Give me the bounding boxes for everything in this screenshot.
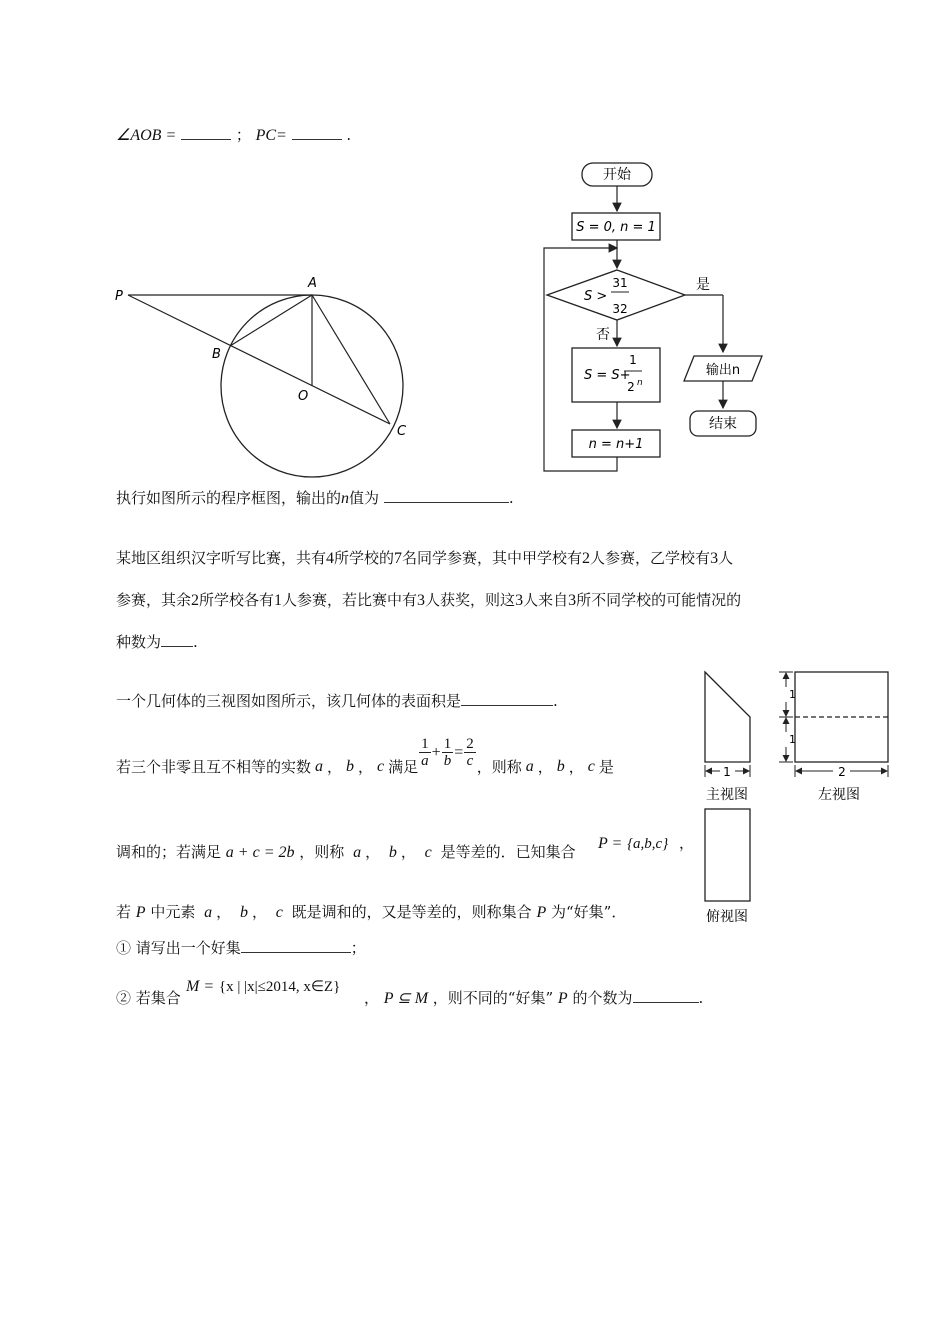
text: 种数为 [116, 633, 162, 651]
end-label: 结束 [709, 416, 737, 432]
comma: ， [537, 757, 553, 776]
text: 是 [598, 757, 614, 776]
num: 3 [710, 550, 719, 567]
text: 人获奖，则这 [425, 591, 516, 609]
blank-q2[interactable] [161, 632, 193, 647]
q1-text-post: 值为 [349, 489, 380, 507]
frac-den: c [466, 753, 474, 769]
frac-den: a [421, 753, 429, 769]
set-m-label: M = [186, 978, 215, 995]
separator: ； [235, 126, 251, 144]
dim-left-lower: 1 [789, 733, 796, 746]
frac-den: b [443, 753, 452, 769]
harmonic-equation [418, 736, 477, 769]
point-c-label: C [397, 424, 407, 439]
comma: ， [216, 903, 232, 921]
no-label: 否 [596, 327, 610, 343]
cond-left: S > [584, 289, 608, 304]
var-p: P [536, 904, 547, 921]
blank-q3[interactable] [461, 691, 553, 706]
var-c: c [275, 904, 283, 921]
var-c: c [377, 757, 385, 775]
num: 3 [568, 592, 577, 609]
point-p-label: P [115, 289, 123, 304]
var-b: b [388, 844, 397, 861]
text: 既是调和的，又是等差的，则称集合 [291, 903, 532, 921]
text: 满足 [388, 757, 419, 776]
text: 人参赛，乙学校有 [590, 549, 711, 567]
var-b: b [346, 757, 355, 775]
text: 所不同学校的可能情况的 [576, 591, 742, 609]
text: 是等差的．已知集合 [440, 843, 576, 861]
period: . [698, 989, 704, 1007]
init-label: S = 0, n = 1 [576, 220, 656, 235]
text: 人参赛，若比赛中有 [282, 591, 418, 609]
question-good-set-line2 [116, 842, 576, 863]
arith-equation: a + c = 2b [225, 844, 295, 861]
dim-front: 1 [723, 765, 731, 779]
yes-label: 是 [696, 277, 710, 293]
top-view-label: 俯视图 [706, 909, 748, 925]
front-view-label: 主视图 [706, 787, 748, 803]
var-p: P [557, 990, 568, 1007]
start-label: 开始 [603, 167, 631, 183]
top-view [705, 809, 750, 901]
semicolon: ； [350, 939, 366, 957]
text: 参赛，其余 [116, 591, 192, 609]
text: ① 请写出一个好集 [116, 939, 241, 957]
q3-text: 一个几何体的三视图如图所示，该几何体的表面积是 [116, 692, 462, 710]
point-o-label: O [298, 389, 309, 404]
question-competition-line2 [116, 590, 741, 611]
period: . [553, 692, 558, 710]
var-b: b [556, 757, 565, 775]
increment-label: n = n+1 [588, 437, 644, 452]
circle-geometry-figure [110, 270, 420, 480]
text: ② 若集合 [116, 989, 181, 1007]
comma: ， [568, 757, 584, 776]
text: 调和的；若满足 [116, 843, 222, 861]
blank-q1[interactable] [384, 488, 509, 503]
comma: ， [364, 989, 380, 1007]
update-left: S = S+ [584, 368, 631, 383]
var-a: a [315, 757, 324, 775]
var-a: a [204, 904, 213, 921]
var-p: P [135, 904, 146, 921]
point-b-label: B [212, 347, 221, 362]
text: 所学校的 [334, 549, 395, 567]
question-flowchart [116, 488, 514, 509]
left-view [795, 672, 888, 762]
three-views-figure [695, 662, 905, 930]
output-label: 输出n [705, 363, 741, 378]
dim-left-width: 2 [838, 765, 846, 779]
comma: ， [365, 843, 381, 861]
blank-sub1[interactable] [241, 938, 351, 953]
period: . [193, 633, 198, 651]
comma: ， [251, 903, 267, 921]
question-good-set-sub2 [116, 988, 181, 1008]
num: 3 [515, 592, 524, 609]
angle-label: ∠AOB = [116, 127, 177, 144]
num: 7 [394, 550, 403, 567]
set-m-body: {x | |x|≤2014, x∈Z} [218, 979, 341, 995]
subset-relation: P ⊆ M [383, 990, 429, 1007]
pc-label: PC= [255, 127, 287, 144]
text: 的个数为 [572, 989, 633, 1007]
set-m-definition [186, 976, 340, 997]
point-a-label: A [308, 276, 317, 291]
text: 人 [718, 549, 734, 567]
text: 名同学参赛，其中甲学校有 [402, 549, 583, 567]
question-competition-line3 [116, 632, 198, 652]
var-a: a [525, 757, 534, 775]
comma: ， [327, 757, 343, 776]
question-good-set-sub1 [116, 938, 366, 958]
cond-den: 32 [612, 302, 628, 316]
blank-sub2[interactable] [633, 988, 699, 1003]
plus: + [431, 743, 441, 761]
text: 若三个非零且互不相等的实数 [116, 757, 312, 776]
question-good-set-sub2-rest [364, 988, 703, 1009]
q1-text: 执行如图所示的程序框图，输出的 [116, 489, 342, 507]
cond-num: 31 [612, 276, 628, 290]
frac-num: 2 [466, 736, 474, 752]
frac-num: 1 [421, 736, 429, 752]
comma: ， [400, 843, 416, 861]
text: 所学校各有 [199, 591, 275, 609]
equals: = [454, 743, 464, 761]
text: ，则称 [476, 757, 522, 776]
text: 某地区组织汉字听写比赛，共有 [116, 549, 327, 567]
blank-pc[interactable] [292, 125, 342, 140]
var-a: a [353, 844, 362, 861]
text: 为“好集”． [551, 903, 627, 921]
text: ，则称 [299, 843, 345, 861]
update-num: 1 [629, 353, 637, 367]
num: 2 [582, 550, 591, 567]
question-good-set-line3 [116, 902, 626, 923]
flowchart [538, 158, 773, 476]
num: 3 [417, 592, 426, 609]
update-den: 2 [627, 380, 635, 394]
update-exp: n [637, 378, 643, 388]
text: 人来自 [523, 591, 569, 609]
var-c: c [424, 844, 432, 861]
period: . [508, 489, 514, 507]
question-three-views [116, 691, 558, 711]
text: 若 [116, 903, 132, 921]
front-view [705, 672, 750, 762]
set-p-body: {a,b,c} [627, 836, 669, 852]
comma: ， [679, 834, 695, 852]
comma: ， [358, 757, 374, 776]
num: 4 [326, 550, 335, 567]
period: . [346, 126, 352, 144]
question-good-set-line1 [116, 736, 614, 783]
num: 2 [191, 592, 200, 609]
set-p-definition [598, 833, 694, 854]
text: 中元素 [150, 903, 196, 921]
set-p-label: P = [598, 835, 623, 852]
q1-var: n [341, 490, 350, 507]
blank-angle[interactable] [181, 125, 231, 140]
frac-num: 1 [443, 736, 452, 752]
num: 1 [274, 592, 283, 609]
left-view-label: 左视图 [818, 787, 860, 803]
text: ，则不同的“好集” [432, 989, 554, 1007]
var-c: c [587, 757, 595, 775]
question-competition-line1 [116, 548, 733, 569]
var-b: b [239, 904, 248, 921]
answer-line-angle [116, 125, 351, 146]
dim-left-upper: 1 [789, 688, 796, 701]
